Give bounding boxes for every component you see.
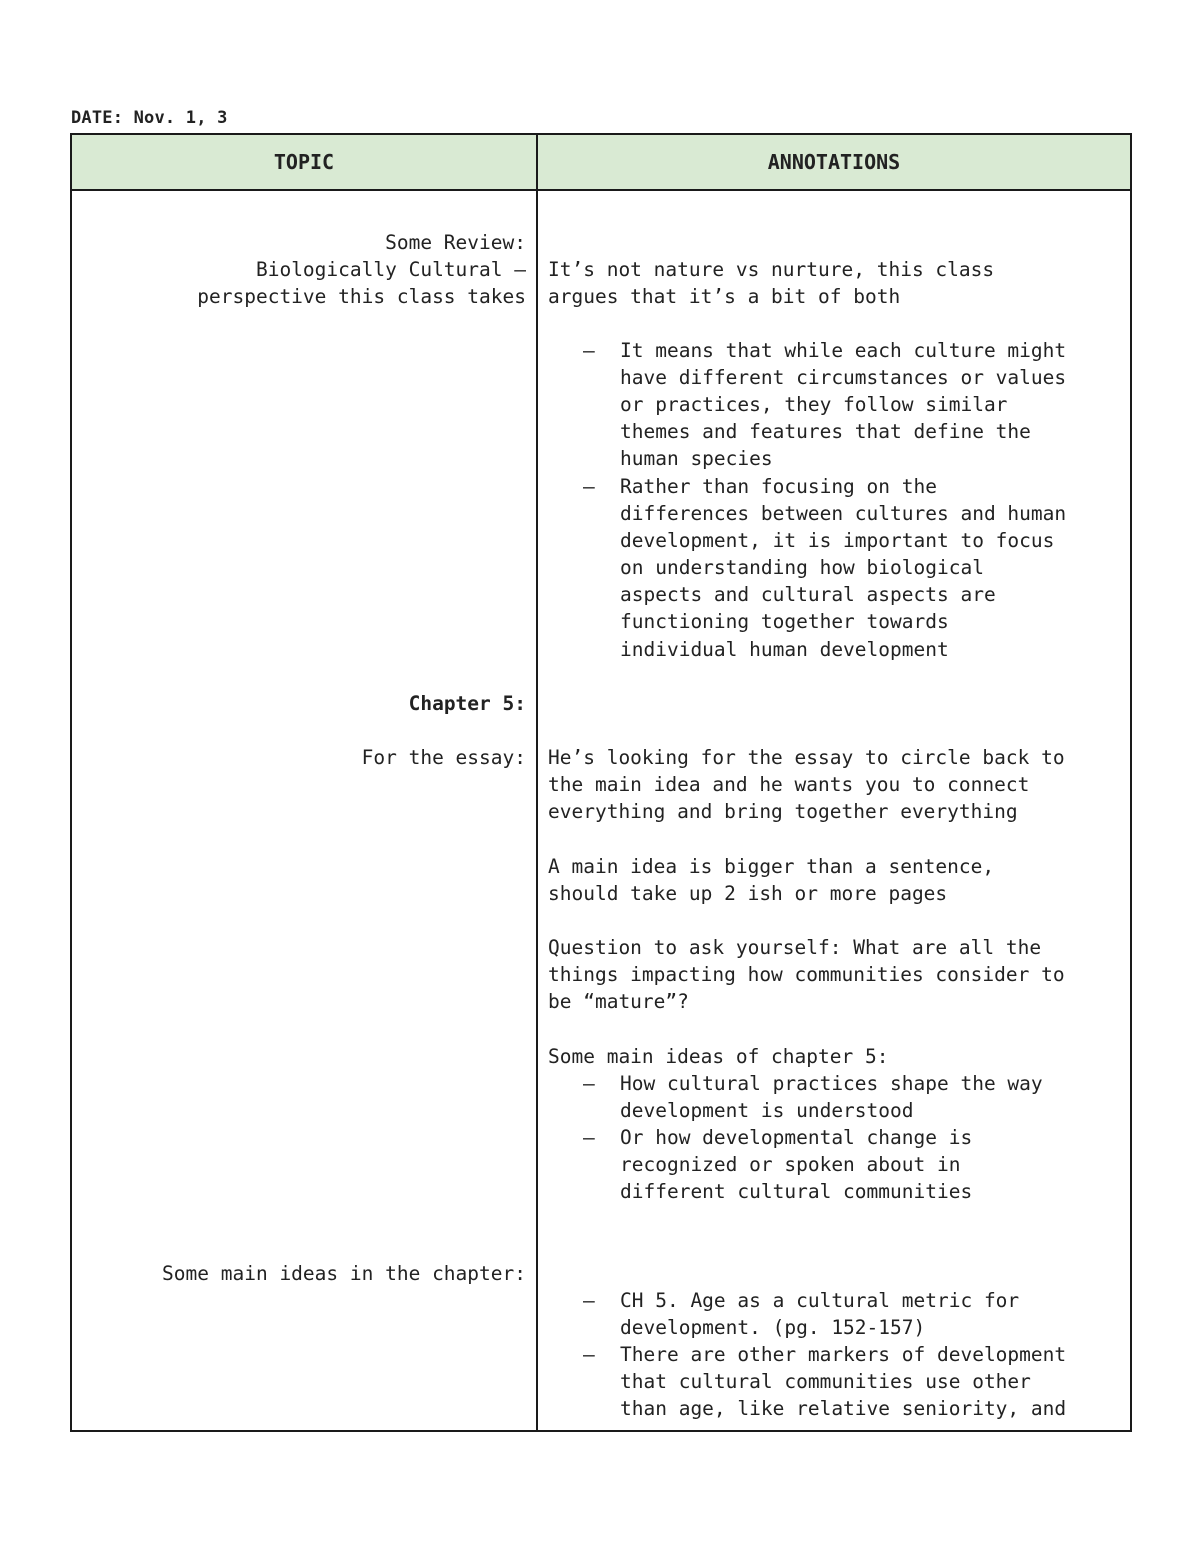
table-header-row (72, 135, 1130, 191)
column-divider (536, 135, 538, 1430)
bullet-dash: – (583, 1072, 595, 1095)
annotations-column-header: ANNOTATIONS (767, 150, 901, 174)
bullet-dash: – (583, 1289, 595, 1312)
topic-chapter: Chapter 5: (408, 692, 526, 715)
bullet-dash: – (583, 339, 595, 362)
topic-review: Some Review: Biologically Cultural – perspective this class takes (197, 231, 526, 309)
annotation-main-ideas-bullet-1: CH 5. Age as a cultural metric for development. (pg. 152-157) (620, 1289, 1020, 1340)
annotation-essay-bullet-1: How cultural practices shape the way development is understood (620, 1072, 1043, 1123)
topic-essay: For the essay: (361, 746, 526, 769)
bullet-dash: – (583, 1126, 595, 1149)
bullet-dash: – (583, 1343, 595, 1366)
annotation-review-bullet-1: It means that while each culture might have different circumstances or values or practices, they follow similar themes and features that define the human species (620, 339, 1067, 471)
annotation-essay-bullet-2: Or how developmental change is recognized or spoken about in different cultural communities (620, 1126, 973, 1204)
annotation-essay-para-2: A main idea is bigger than a sentence, should take up 2 ish or more pages (548, 855, 995, 906)
topic-main-ideas: Some main ideas in the chapter: (162, 1262, 526, 1285)
annotation-main-ideas-bullet-2: There are other markers of development that cultural communities use other than age, like relative seniority, and (620, 1343, 1067, 1421)
notes-table (70, 133, 1132, 1432)
annotation-essay-para-1: He’s looking for the essay to circle back to the main idea and he wants you to connect everything and bring together everything (548, 746, 1065, 824)
annotation-review-bullet-2: Rather than focusing on the differences between cultures and human development, it is important to focus on understanding how biological aspects and cultural aspects are functioning together towards individual human development (620, 475, 1067, 661)
annotation-review-intro: It’s not nature vs nurture, this class argues that it’s a bit of both (548, 258, 995, 309)
annotation-essay-para-3: Question to ask yourself: What are all the things impacting how communities consider to be “mature”? (548, 936, 1065, 1014)
annotation-essay-para-4: Some main ideas of chapter 5: (548, 1045, 889, 1068)
topic-column-header: TOPIC (273, 150, 335, 174)
bullet-dash: – (583, 475, 595, 498)
date-label: DATE: Nov. 1, 3 (71, 108, 228, 128)
